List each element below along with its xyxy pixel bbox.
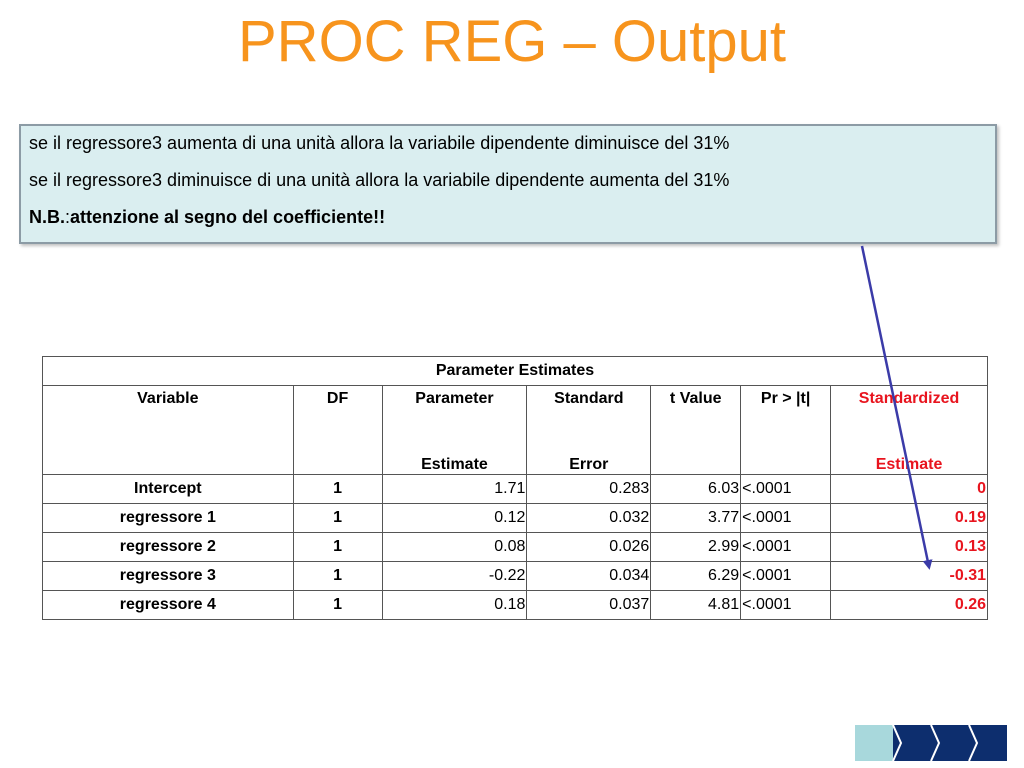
cell-df: 1 bbox=[293, 504, 382, 533]
cell-df: 1 bbox=[293, 562, 382, 591]
cell-variable: regressore 4 bbox=[43, 591, 294, 620]
cell-parameter-estimate: 0.08 bbox=[382, 533, 527, 562]
cell-t-value: 3.77 bbox=[651, 504, 741, 533]
header-parameter-estimate: Parameter Estimate bbox=[382, 386, 527, 475]
cell-standardized-estimate: 0.19 bbox=[831, 504, 988, 533]
cell-t-value: 6.29 bbox=[651, 562, 741, 591]
cell-parameter-estimate: -0.22 bbox=[382, 562, 527, 591]
nb-colon: : bbox=[65, 207, 71, 227]
cell-standard-error: 0.034 bbox=[527, 562, 651, 591]
note-line-2: se il regressore3 diminuisce di una unità allora la variabile dipendente aumenta del 31% bbox=[29, 170, 730, 190]
cell-standard-error: 0.037 bbox=[527, 591, 651, 620]
nb-prefix: N.B. bbox=[29, 207, 65, 227]
cell-pr-t: <.0001 bbox=[741, 533, 831, 562]
cell-df: 1 bbox=[293, 533, 382, 562]
cell-pr-t: <.0001 bbox=[741, 504, 831, 533]
cell-t-value: 2.99 bbox=[651, 533, 741, 562]
cell-standardized-estimate: 0.13 bbox=[831, 533, 988, 562]
cell-standardized-estimate: 0.26 bbox=[831, 591, 988, 620]
nb-text: attenzione al segno del coefficiente!! bbox=[70, 207, 386, 227]
note-line-1: se il regressore3 aumenta di una unità allora la variabile dipendente diminuisce del 31% bbox=[29, 133, 730, 153]
header-df: DF bbox=[293, 386, 382, 475]
cell-parameter-estimate: 0.12 bbox=[382, 504, 527, 533]
header-variable: Variable bbox=[43, 386, 294, 475]
cell-variable: Intercept bbox=[43, 475, 294, 504]
header-t-value: t Value bbox=[651, 386, 741, 475]
cell-pr-t: <.0001 bbox=[741, 562, 831, 591]
header-pr-t: Pr > |t| bbox=[741, 386, 831, 475]
cell-parameter-estimate: 1.71 bbox=[382, 475, 527, 504]
header-standard-error: Standard Error bbox=[527, 386, 651, 475]
cell-pr-t: <.0001 bbox=[741, 475, 831, 504]
cell-t-value: 6.03 bbox=[651, 475, 741, 504]
cell-variable: regressore 2 bbox=[43, 533, 294, 562]
nav-segment-1 bbox=[855, 725, 893, 761]
table-caption: Parameter Estimates bbox=[43, 357, 988, 386]
cell-variable: regressore 1 bbox=[43, 504, 294, 533]
nav-segment-dark bbox=[893, 725, 1007, 761]
slide-navigation bbox=[855, 725, 1007, 761]
cell-standardized-estimate: 0 bbox=[831, 475, 988, 504]
cell-t-value: 4.81 bbox=[651, 591, 741, 620]
header-standardized-estimate: Standardized Estimate bbox=[831, 386, 988, 475]
slide-title: PROC REG – Output bbox=[238, 9, 786, 74]
cell-standard-error: 0.026 bbox=[527, 533, 651, 562]
cell-parameter-estimate: 0.18 bbox=[382, 591, 527, 620]
cell-variable: regressore 3 bbox=[43, 562, 294, 591]
cell-standard-error: 0.032 bbox=[527, 504, 651, 533]
cell-pr-t: <.0001 bbox=[741, 591, 831, 620]
cell-standard-error: 0.283 bbox=[527, 475, 651, 504]
cell-standardized-estimate: -0.31 bbox=[831, 562, 988, 591]
cell-df: 1 bbox=[293, 591, 382, 620]
cell-df: 1 bbox=[293, 475, 382, 504]
